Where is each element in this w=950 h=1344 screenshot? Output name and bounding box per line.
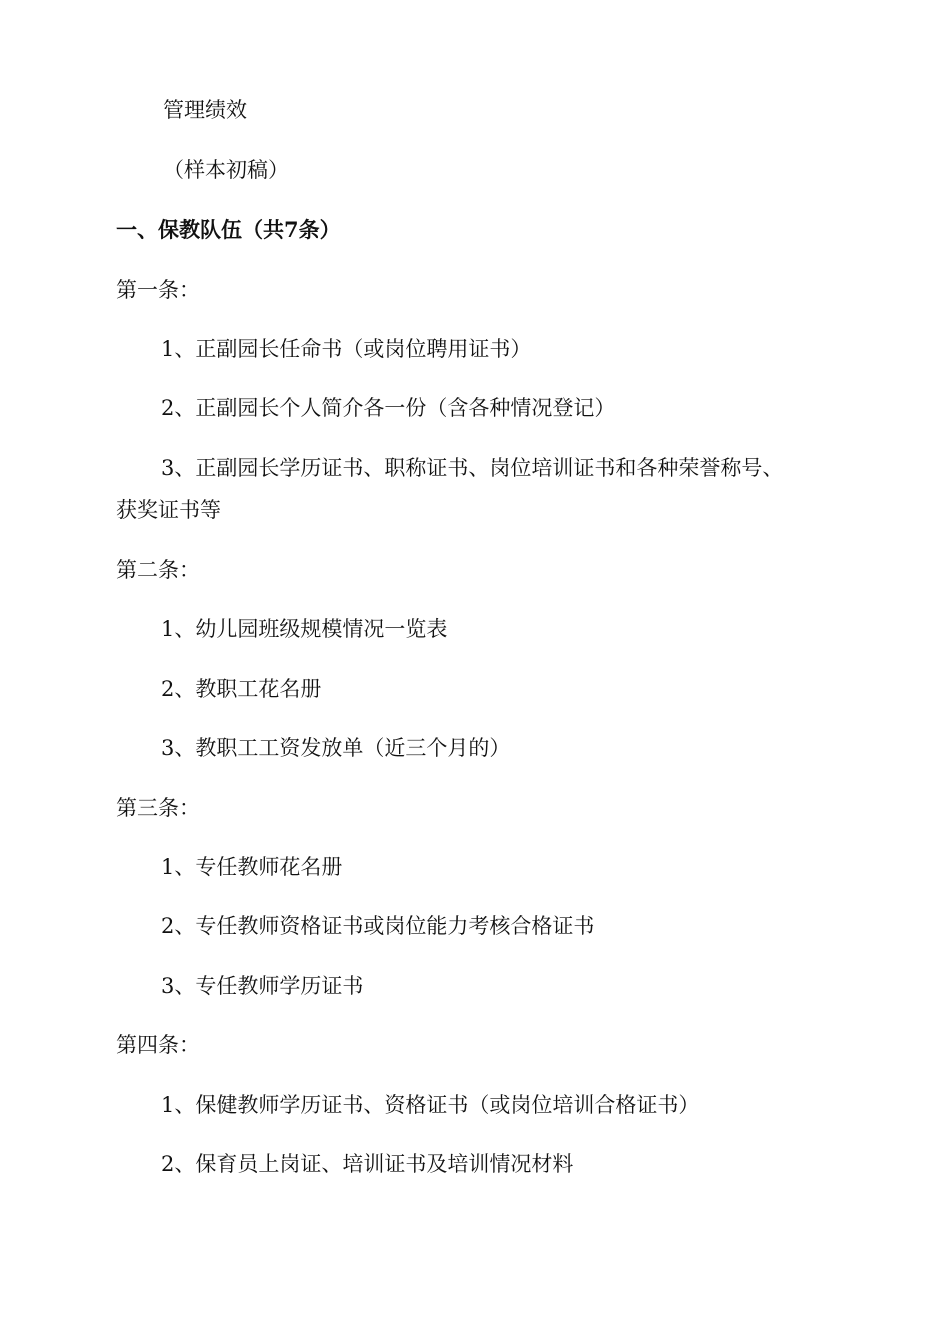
document-subtitle: （样本初稿） (163, 158, 289, 182)
article-label: 第四条： (116, 1033, 200, 1057)
list-item: 3、专任教师学历证书 (161, 974, 364, 998)
list-item: 2、正副园长个人简介各一份（含各种情况登记） (161, 396, 616, 420)
list-item: 3、教职工工资发放单（近三个月的） (161, 736, 511, 760)
list-item: 1、正副园长任命书（或岗位聘用证书） (161, 337, 532, 361)
list-item: 1、保健教师学历证书、资格证书（或岗位培训合格证书） (161, 1093, 700, 1117)
list-item: 1、幼儿园班级规模情况一览表 (161, 617, 448, 641)
list-item: 1、专任教师花名册 (161, 855, 343, 879)
list-item-continuation: 获奖证书等 (116, 498, 221, 522)
section-heading: 一、保教队伍（共7条） (116, 217, 341, 242)
article-label: 第三条： (116, 796, 200, 820)
list-item: 2、保育员上岗证、培训证书及培训情况材料 (161, 1152, 574, 1176)
article-label: 第二条： (116, 558, 200, 582)
list-item: 2、专任教师资格证书或岗位能力考核合格证书 (161, 914, 595, 938)
list-item: 2、教职工花名册 (161, 677, 322, 701)
document-title: 管理绩效 (163, 98, 247, 122)
article-label: 第一条： (116, 278, 200, 302)
list-item: 3、正副园长学历证书、职称证书、岗位培训证书和各种荣誉称号、 (161, 456, 784, 480)
